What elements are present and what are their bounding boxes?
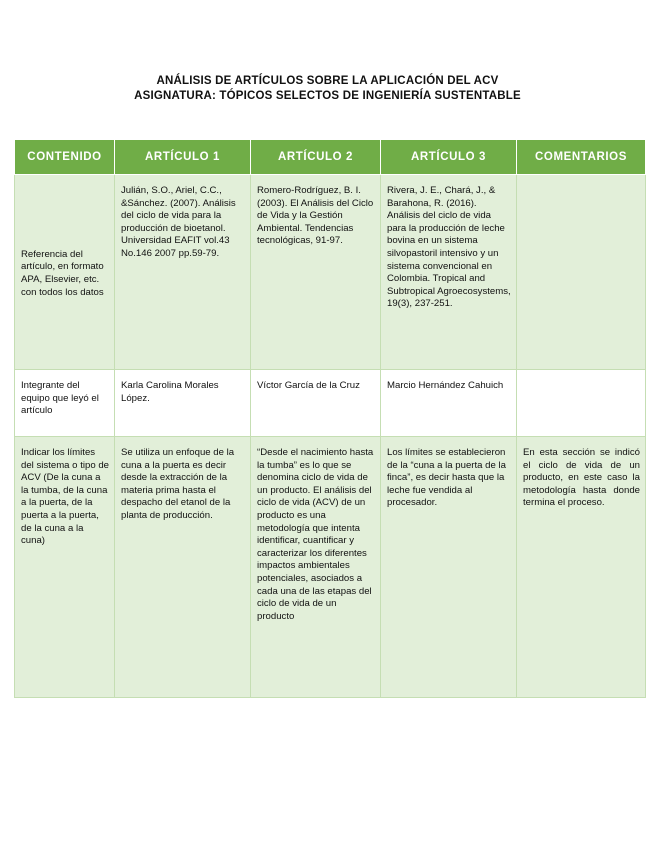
cell-articulo-3: Marcio Hernández Cahuich xyxy=(381,370,517,437)
cell-articulo-1: Julián, S.O., Ariel, C.C., &Sánchez. (2007). Análisis del ciclo de vida para la producción de bioetanol. Universidad EAFIT vol.43 No.146 2007 pp.59-79. xyxy=(115,175,251,370)
cell-contenido: Referencia del artículo, en formato APA, Elsevier, etc. con todos los datos xyxy=(15,175,115,370)
cell-comentarios xyxy=(517,175,646,370)
cell-articulo-2: “Desde el nacimiento hasta la tumba” es lo que se denomina ciclo de vida de un producto. El análisis del ciclo de vida (ACV) de un producto es una metodología que intenta identificar, cuantificar y caracterizar los diferentes impactos ambientales potenciales, asociados a cada una de las etapas del ciclo de vida de un producto xyxy=(251,437,381,698)
title-line-2: ASIGNATURA: TÓPICOS SELECTOS DE INGENIERÍA SUSTENTABLE xyxy=(134,90,521,102)
cell-articulo-1: Se utiliza un enfoque de la cuna a la puerta es decir desde la extracción de la materia prima hasta el despacho del etanol de la planta de producción. xyxy=(115,437,251,698)
header-articulo-1: ARTÍCULO 1 xyxy=(115,140,251,175)
cell-articulo-3: Los límites se establecieron de la “cuna a la puerta de la finca”, es decir hasta que la leche fue vendida al procesador. xyxy=(381,437,517,698)
title-line-1: ANÁLISIS DE ARTÍCULOS SOBRE LA APLICACIÓN DEL ACV xyxy=(156,75,499,87)
table-row-referencia xyxy=(15,175,646,370)
cell-articulo-1: Karla Carolina Morales López. xyxy=(115,370,251,437)
cell-contenido: Integrante del equipo que leyó el artículo xyxy=(15,370,115,437)
table-row-integrante xyxy=(15,370,646,437)
cell-comentarios xyxy=(517,370,646,437)
header-comentarios: COMENTARIOS xyxy=(517,140,646,175)
cell-comentarios: En esta sección se indicó el ciclo de vida de un producto, en este caso la metodología hasta donde termina el proceso. xyxy=(517,437,646,698)
table-row-limites xyxy=(15,437,646,698)
cell-articulo-2: Romero-Rodríguez, B. I. (2003). El Análisis del Ciclo de Vida y la Gestión Ambiental. Tendencias tecnológicas, 91-97. xyxy=(251,175,381,370)
header-articulo-2: ARTÍCULO 2 xyxy=(251,140,381,175)
document-title xyxy=(0,74,655,104)
cell-articulo-3: Rivera, J. E., Chará, J., & Barahona, R. (2016). Análisis del ciclo de vida para la producción de leche bovina en un sistema silvopastoril intensivo y un sistema convencional en Colombia. Tropical and Subtropical Agroecosystems, 19(3), 237-251. xyxy=(381,175,517,370)
header-row xyxy=(15,140,646,175)
cell-articulo-2: Víctor García de la Cruz xyxy=(251,370,381,437)
header-articulo-3: ARTÍCULO 3 xyxy=(381,140,517,175)
header-contenido: CONTENIDO xyxy=(15,140,115,175)
cell-contenido: Indicar los límites del sistema o tipo de ACV (De la cuna a la tumba, de la cuna a la puerta, de la puerta a la puerta, de la cuna a la cuna) xyxy=(15,437,115,698)
analysis-table xyxy=(14,139,646,698)
